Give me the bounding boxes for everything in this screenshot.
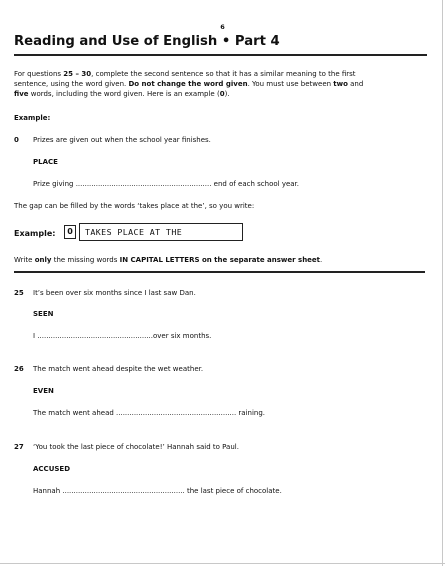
example-prompt: Prize giving ............................................................. end of each school year. [33, 180, 300, 188]
example-sentence: Prizes are given out when the school year finishes. [33, 136, 211, 144]
write-instruction-text: the missing words [51, 256, 120, 264]
question-prompt: The match went ahead ...................................................... raining. [33, 409, 266, 417]
example-answer-box: TAKES PLACE AT THE [79, 223, 243, 241]
question-number: 25 [14, 289, 24, 297]
example-ref: 0 [219, 90, 225, 98]
page-number: 6 [220, 23, 225, 31]
only-emphasis: only [34, 256, 52, 264]
instructions-text: and [347, 80, 364, 88]
write-instruction-text: . [320, 256, 323, 264]
section-divider [14, 271, 425, 273]
question-key-word: ACCUSED [33, 465, 71, 473]
question-key-word: EVEN [33, 387, 54, 395]
example-key-word: PLACE [33, 158, 58, 166]
question-number: 27 [14, 443, 24, 451]
instructions-paragraph [14, 69, 426, 99]
example-label: Example: [14, 229, 56, 238]
instructions-text: , complete the second sentence so that it has a similar meaning to the first [91, 70, 356, 78]
question-sentence: ‘You took the last piece of chocolate!’ Hannah said to Paul. [33, 443, 239, 451]
write-instruction-text: Write [14, 256, 35, 264]
example-number: 0 [14, 136, 19, 144]
question-prompt: Hannah ....................................................... the last piece of chocolate. [33, 487, 282, 495]
question-number: 26 [14, 365, 24, 373]
example-explanation: The gap can be filled by the words ‘takes place at the’, so you write: [14, 202, 255, 210]
instructions-text: ). [224, 90, 230, 98]
word-count-max: five [14, 90, 29, 98]
instructions-text: sentence, using the word given. [14, 80, 129, 88]
write-instruction [14, 255, 322, 265]
instructions-text: For questions [14, 70, 64, 78]
title-underline [14, 54, 427, 56]
instructions-text: words, including the word given. Here is an example ( [28, 90, 220, 98]
capital-letters-emphasis: IN CAPITAL LETTERS on the separate answer sheet [119, 256, 321, 264]
question-sentence: It’s been over six months since I last saw Dan. [33, 289, 196, 297]
page-title: Reading and Use of English • Part 4 [14, 34, 280, 49]
page-border-right [442, 0, 443, 566]
example-number-box: 0 [64, 225, 76, 239]
question-key-word: SEEN [33, 310, 54, 318]
example-heading: Example: [14, 114, 51, 122]
instructions-text: . You must use between [247, 80, 334, 88]
question-sentence: The match went ahead despite the wet weather. [33, 365, 204, 373]
question-range: 25 – 30 [63, 70, 92, 78]
question-prompt: I ....................................................over six months. [33, 332, 212, 340]
do-not-change-emphasis: Do not change the word given [128, 80, 248, 88]
word-count-min: two [333, 80, 348, 88]
page-border-bottom [0, 563, 445, 564]
